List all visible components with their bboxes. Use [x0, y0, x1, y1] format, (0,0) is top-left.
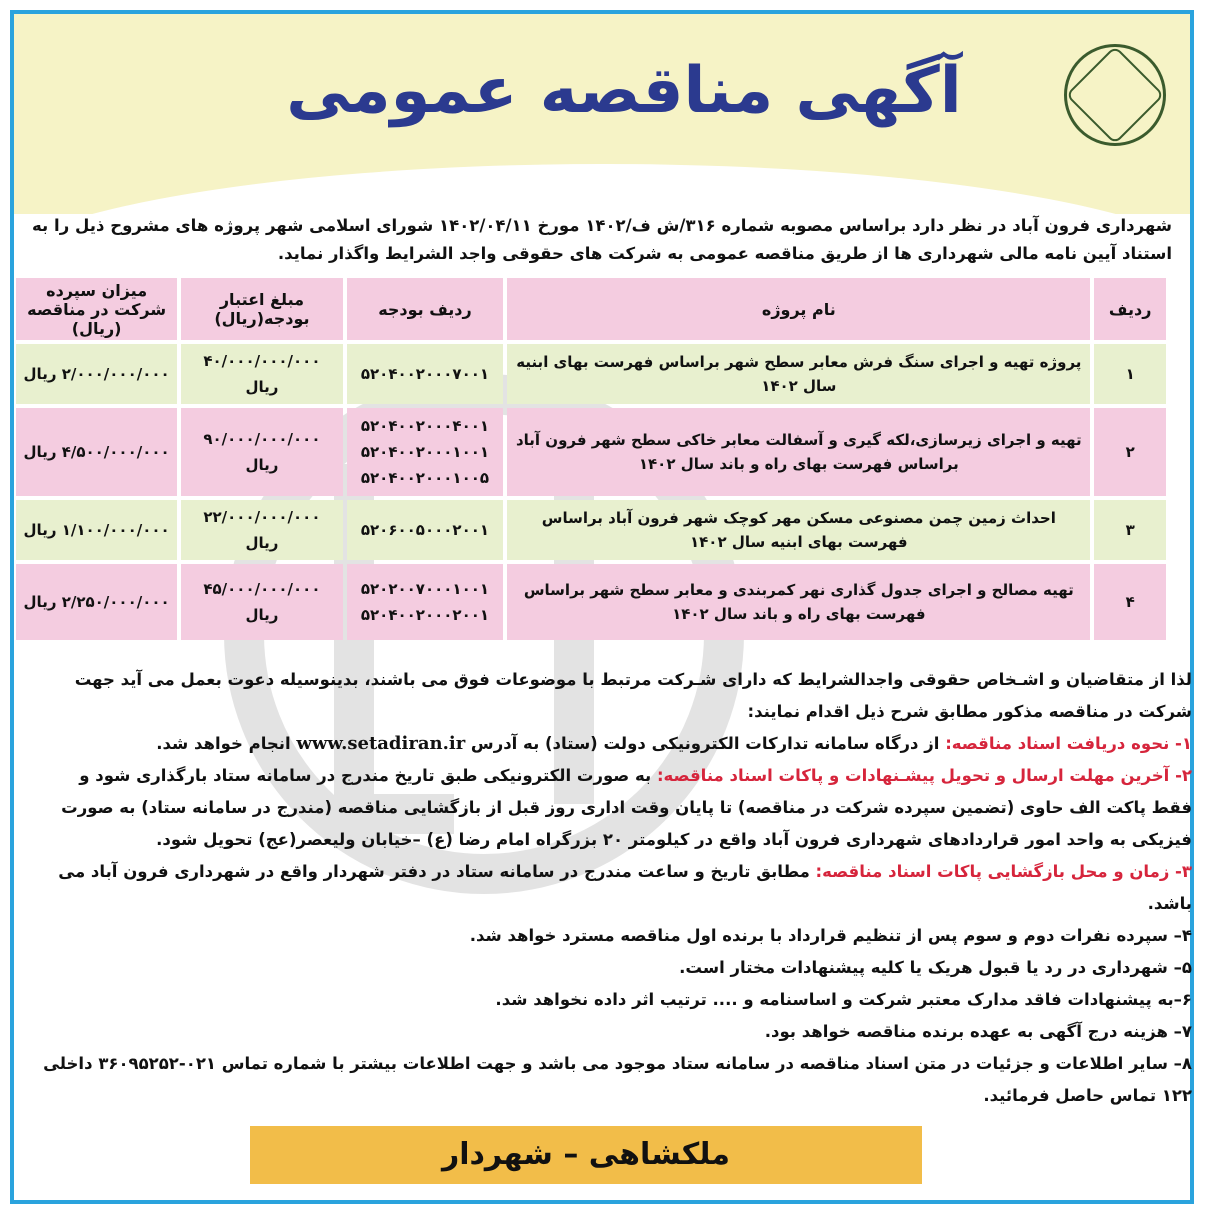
header-deposit: میزان سپرده شرکت در مناقصه (ریال)	[16, 278, 177, 340]
project-name: تهیه و اجرای زیرسازی،لکه گیری و آسفالت معابر خاکی سطح شهر فرون آباد براساس فهرست بهای راه و باند سال ۱۴۰۲	[507, 408, 1090, 496]
intro-paragraph: شهرداری فرون آباد در نظر دارد براساس مصوبه شماره ۳۱۶/ش ف/۱۴۰۲ مورخ ۱۴۰۲/۰۴/۱۱ شورای اسلامی شهر پروژه های مشروح ذیل را به استناد آیین نامه مالی شهرداری ها از طریق مناقصه عمومی به شرکت های حقوقی واجد الشرایط واگذار نماید.	[32, 216, 1172, 263]
conditions-text	[42, 664, 1192, 1112]
project-name: تهیه مصالح و اجرای جدول گذاری نهر کمربندی و معابر سطح شهر براساس فهرست بهای راه و باند سال ۱۴۰۲	[507, 564, 1090, 640]
item-7: ۷– هزینه درج آگهی به عهده برنده مناقصه خواهد بود.	[764, 1022, 1192, 1041]
header-budget-row: ردیف بودجه	[347, 278, 504, 340]
item-8: ۸– سایر اطلاعات و جزئیات در متن اسناد مناقصه در سامانه ستاد موجود می باشد و جهت اطلاعات بیشتر با شماره تماس ۰۲۱-۳۶۰۹۵۲۵۲ داخلی ۱۲۲ تماس حاصل فرمائید.	[43, 1054, 1192, 1105]
row-number: ۳	[1094, 500, 1166, 560]
project-name: احداث زمین چمن مصنوعی مسکن مهر کوچک شهر فرون آباد براساس فهرست بهای ابنیه سال ۱۴۰۲	[507, 500, 1090, 560]
projects-table	[12, 274, 1170, 644]
budget-amount: ۹۰/۰۰۰/۰۰۰/۰۰۰ ریال	[181, 408, 342, 496]
page-title: آگهی مناقصه عمومی	[286, 54, 962, 128]
budget-amount: ۲۲/۰۰۰/۰۰۰/۰۰۰ ریال	[181, 500, 342, 560]
deposit-amount: ۲/۰۰۰/۰۰۰/۰۰۰ ریال	[16, 344, 177, 404]
table-row	[16, 344, 1166, 404]
item-1	[42, 728, 1192, 760]
item-3-text: مطابق تاریخ و ساعت مندرج در سامانه ستاد در دفتر شهردار واقع در شهرداری فرون آباد می باشد.	[58, 862, 1192, 913]
budget-amount: ۴۵/۰۰۰/۰۰۰/۰۰۰ ریال	[181, 564, 342, 640]
row-number: ۴	[1094, 564, 1166, 640]
project-name: پروژه تهیه و اجرای سنگ فرش معابر سطح شهر براساس فهرست بهای ابنیه سال ۱۴۰۲	[507, 344, 1090, 404]
budget-row: ۵۲۰۴۰۰۲۰۰۰۷۰۰۱	[347, 344, 504, 404]
setadiran-link[interactable]: www.setadiran.ir	[296, 733, 466, 754]
table-header-row	[16, 278, 1166, 340]
municipality-seal-icon	[1064, 44, 1166, 146]
header-budget-amount: مبلغ اعتبار بودجه(ریال)	[181, 278, 342, 340]
table-row	[16, 564, 1166, 640]
deposit-amount: ۱/۱۰۰/۰۰۰/۰۰۰ ریال	[16, 500, 177, 560]
item-1-end: انجام خواهد شد.	[156, 734, 291, 753]
signature-box: ملکشاهی – شهردار	[250, 1126, 922, 1184]
deposit-amount: ۴/۵۰۰/۰۰۰/۰۰۰ ریال	[16, 408, 177, 496]
item-2-label: ۲- آخرین مهلت ارسال و تحویل پیشـنهادات و پاکات اسناد مناقصه:	[656, 766, 1192, 785]
item-3-label: ۳- زمان و محل بازگشایی پاکات اسناد مناقصه:	[815, 862, 1192, 881]
header-row-number: ردیف	[1094, 278, 1166, 340]
deposit-amount: ۲/۲۵۰/۰۰۰/۰۰۰ ریال	[16, 564, 177, 640]
item-6: ۶–به پیشنهادات فاقد مدارک معتبر شرکت و اساسنامه و .... ترتیب اثر داده نخواهد شد.	[495, 990, 1192, 1009]
budget-row: ۵۲۰۶۰۰۵۰۰۰۲۰۰۱	[347, 500, 504, 560]
item-2	[42, 760, 1192, 856]
table-row	[16, 408, 1166, 496]
seal-emblem	[1066, 46, 1165, 145]
budget-row: ۵۲۰۲۰۰۷۰۰۰۱۰۰۱ ۵۲۰۴۰۰۲۰۰۰۲۰۰۱	[347, 564, 504, 640]
budget-amount: ۴۰/۰۰۰/۰۰۰/۰۰۰ ریال	[181, 344, 342, 404]
budget-row: ۵۲۰۴۰۰۲۰۰۰۴۰۰۱ ۵۲۰۴۰۰۲۰۰۰۱۰۰۱ ۵۲۰۴۰۰۲۰۰۰۱۰۰۵	[347, 408, 504, 496]
item-5: ۵– شهرداری در رد یا قبول هریک یا کلیه پیشنهادات مختار است.	[679, 958, 1192, 977]
row-number: ۲	[1094, 408, 1166, 496]
item-3	[42, 856, 1192, 920]
row-number: ۱	[1094, 344, 1166, 404]
invite-paragraph: لذا از متقاضیان و اشـخاص حقوقی واجدالشرایط که دارای شـرکت مرتبط با موضوعات فوق می باشند، بدینوسیله دعوت بعمل می آید جهت شرکت در مناقصه مذکور مطابق شرح ذیل اقدام نمایند:	[74, 670, 1192, 721]
item-1-label: ۱- نحوه دریافت اسناد مناقصه:	[945, 734, 1192, 753]
item-4: ۴– سپرده نفرات دوم و سوم پس از تنظیم قرارداد با برنده اول مناقصه مسترد خواهد شد.	[469, 926, 1192, 945]
header-project-name: نام پروژه	[507, 278, 1090, 340]
item-2-text: به صورت الکترونیکی طبق تاریخ مندرج در سامانه ستاد بارگذاری شود و فقط پاکت الف حاوی (تضمین سپرده شرکت در مناقصه) تا پایان وقت اداری روز قبل از بازگشایی مناقصه (مندرج در سامانه ستاد) به صورت فیزیکی به واحد امور قراردادهای شهرداری فرون آباد واقع در کیلومتر ۲۰ بزرگراه امام رضا (ع) –خیابان ولیعصر(عج) تحویل شود.	[61, 766, 1192, 849]
table-row	[16, 500, 1166, 560]
header-band	[14, 14, 1190, 214]
item-1-text: از درگاه سامانه تدارکات الکترونیکی دولت (ستاد) به آدرس	[470, 734, 940, 753]
